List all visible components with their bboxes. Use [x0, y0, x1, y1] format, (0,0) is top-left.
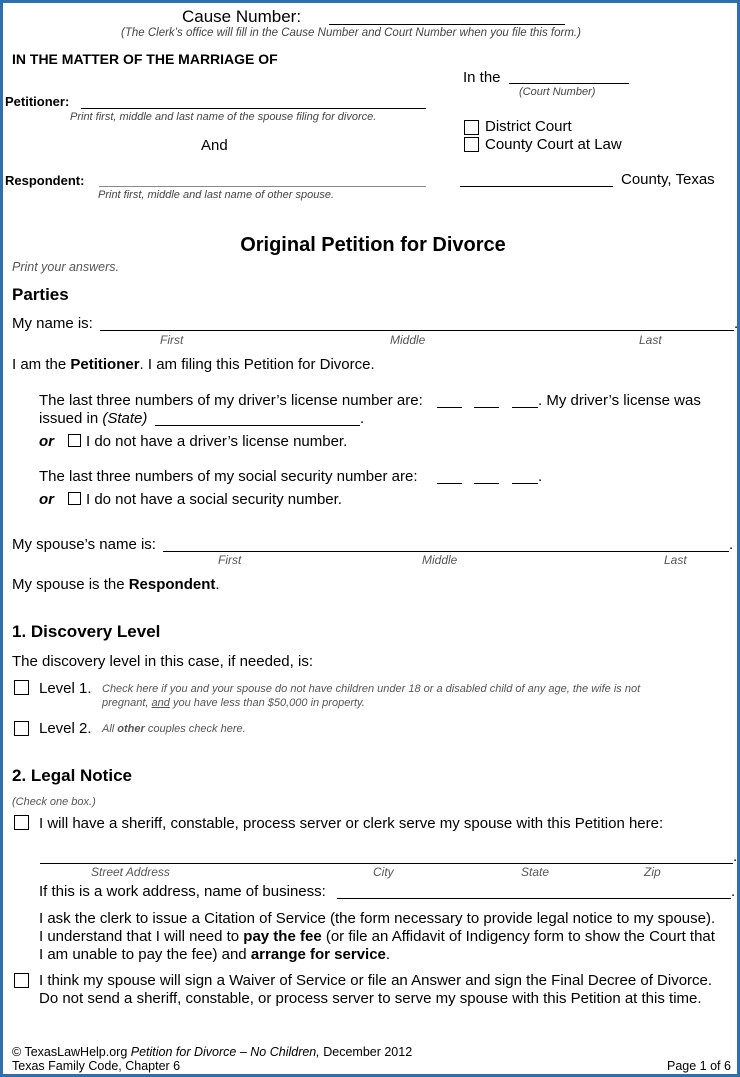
court-number-note: (Court Number): [519, 86, 596, 98]
ssn-period: .: [538, 468, 543, 485]
matter-title: IN THE MATTER OF THE MARRIAGE OF: [12, 51, 278, 67]
cause-number-label: Cause Number:: [182, 7, 302, 26]
spouse-name-label: My spouse’s name is:: [12, 536, 156, 553]
sheriff-serve-checkbox[interactable]: [14, 815, 29, 830]
sheriff-serve-label: I will have a sheriff, constable, process server or clerk serve my spouse with this Petition here:: [39, 815, 664, 832]
cause-number-field[interactable]: [329, 24, 565, 25]
spouse-last-label: Last: [664, 553, 687, 567]
waiver-line1: I think my spouse will sign a Waiver of Service or file an Answer and sign the Final Decree of Divorce.: [39, 972, 713, 989]
dl-digit-2[interactable]: [474, 407, 499, 408]
discovery-heading: 1. Discovery Level: [12, 622, 161, 641]
dl-state-period: .: [360, 410, 365, 427]
ssn-line: The last three numbers of my social security number are:: [39, 468, 418, 485]
clerk-note: (The Clerk’s office will fill in the Cause Number and Court Number when you file this form.): [121, 27, 581, 39]
footer-copyright: © TexasLawHelp.org Petition for Divorce – No Children, December 2012: [12, 1045, 413, 1059]
citation-line2: I understand that I will need to pay the fee (or file an Affidavit of Indigency form to show the Court that: [39, 928, 715, 945]
discovery-intro: The discovery level in this case, if needed, is:: [12, 653, 313, 670]
my-name-middle-label: Middle: [390, 333, 426, 347]
page-title: Original Petition for Divorce: [240, 234, 506, 256]
work-address-label: If this is a work address, name of business:: [39, 883, 326, 900]
ssn-digit-1[interactable]: [437, 483, 462, 484]
footer-code: Texas Family Code, Chapter 6: [12, 1059, 181, 1073]
or-label-ssn: or: [39, 491, 54, 508]
state-label: State: [521, 865, 550, 879]
no-drivers-license-label: I do not have a driver’s license number.: [86, 433, 348, 450]
spouse-name-period: .: [729, 536, 734, 553]
level1-label: Level 1.: [39, 680, 92, 697]
and-text: And: [201, 137, 228, 154]
city-label: City: [373, 865, 394, 879]
address-period: .: [733, 848, 738, 865]
level2-label: Level 2.: [39, 720, 92, 737]
drivers-license-state-lead: . My driver’s license was: [538, 392, 701, 409]
service-address-field[interactable]: [40, 863, 733, 864]
no-ssn-checkbox[interactable]: [68, 492, 81, 505]
level1-desc-line2: pregnant, and you have less than $50,000 in property.: [102, 697, 365, 709]
petitioner-name-field[interactable]: [81, 108, 426, 109]
issued-in-label: issued in (State): [39, 410, 148, 427]
my-name-period: .: [734, 315, 739, 332]
my-name-label: My name is:: [12, 315, 93, 332]
respondent-statement: My spouse is the Respondent.: [12, 576, 220, 593]
citation-line3: I am unable to pay the fee) and arrange for service.: [39, 946, 391, 963]
district-court-checkbox[interactable]: [464, 120, 479, 135]
dl-digit-1[interactable]: [437, 407, 462, 408]
citation-line1: I ask the clerk to issue a Citation of Service (the form necessary to provide legal notice to my spouse).: [39, 910, 716, 927]
respondent-label: Respondent:: [5, 173, 85, 188]
print-answers-note: Print your answers.: [12, 260, 119, 274]
county-field[interactable]: [460, 186, 613, 187]
waiver-line2: Do not send a sheriff, constable, or process server to serve my spouse with this Petition at this time.: [39, 990, 702, 1007]
district-court-label: District Court: [485, 118, 572, 135]
dl-digit-3[interactable]: [512, 407, 538, 408]
footer-page-number: Page 1 of 6: [667, 1059, 731, 1073]
my-name-last-label: Last: [639, 333, 662, 347]
drivers-license-line: The last three numbers of my driver’s license number are:: [39, 392, 423, 409]
spouse-first-label: First: [218, 553, 242, 567]
respondent-note: Print first, middle and last name of other spouse.: [98, 189, 335, 201]
waiver-checkbox[interactable]: [14, 973, 29, 988]
petitioner-label: Petitioner:: [5, 94, 70, 109]
check-one-note: (Check one box.): [12, 796, 96, 808]
parties-heading: Parties: [12, 285, 69, 304]
my-name-field[interactable]: [100, 330, 734, 331]
no-drivers-license-checkbox[interactable]: [68, 434, 81, 447]
respondent-name-field[interactable]: [99, 186, 426, 187]
level1-desc-line1: Check here if you and your spouse do not have children under 18 or a disabled child of any age, the wife is not: [102, 683, 641, 695]
or-label-dl: or: [39, 433, 54, 450]
petitioner-statement: I am the Petitioner. I am filing this Petition for Divorce.: [12, 356, 375, 373]
level2-desc: All other couples check here.: [102, 723, 246, 735]
ssn-digit-2[interactable]: [474, 483, 499, 484]
in-the-label: In the: [463, 69, 501, 86]
legal-notice-heading: 2. Legal Notice: [12, 766, 132, 785]
county-court-law-checkbox[interactable]: [464, 137, 479, 152]
county-texas-label: County, Texas: [621, 171, 715, 188]
my-name-first-label: First: [160, 333, 184, 347]
spouse-name-field[interactable]: [163, 551, 729, 552]
court-number-field[interactable]: [509, 83, 629, 84]
petitioner-note: Print first, middle and last name of the spouse filing for divorce.: [70, 111, 377, 123]
zip-label: Zip: [644, 865, 661, 879]
dl-state-field[interactable]: [155, 425, 360, 426]
no-ssn-label: I do not have a social security number.: [86, 491, 342, 508]
business-name-field[interactable]: [337, 898, 731, 899]
street-address-label: Street Address: [91, 865, 170, 879]
spouse-middle-label: Middle: [422, 553, 458, 567]
county-court-law-label: County Court at Law: [485, 136, 622, 153]
ssn-digit-3[interactable]: [512, 483, 538, 484]
business-period: .: [731, 883, 736, 900]
level2-checkbox[interactable]: [14, 721, 29, 736]
level1-checkbox[interactable]: [14, 680, 29, 695]
